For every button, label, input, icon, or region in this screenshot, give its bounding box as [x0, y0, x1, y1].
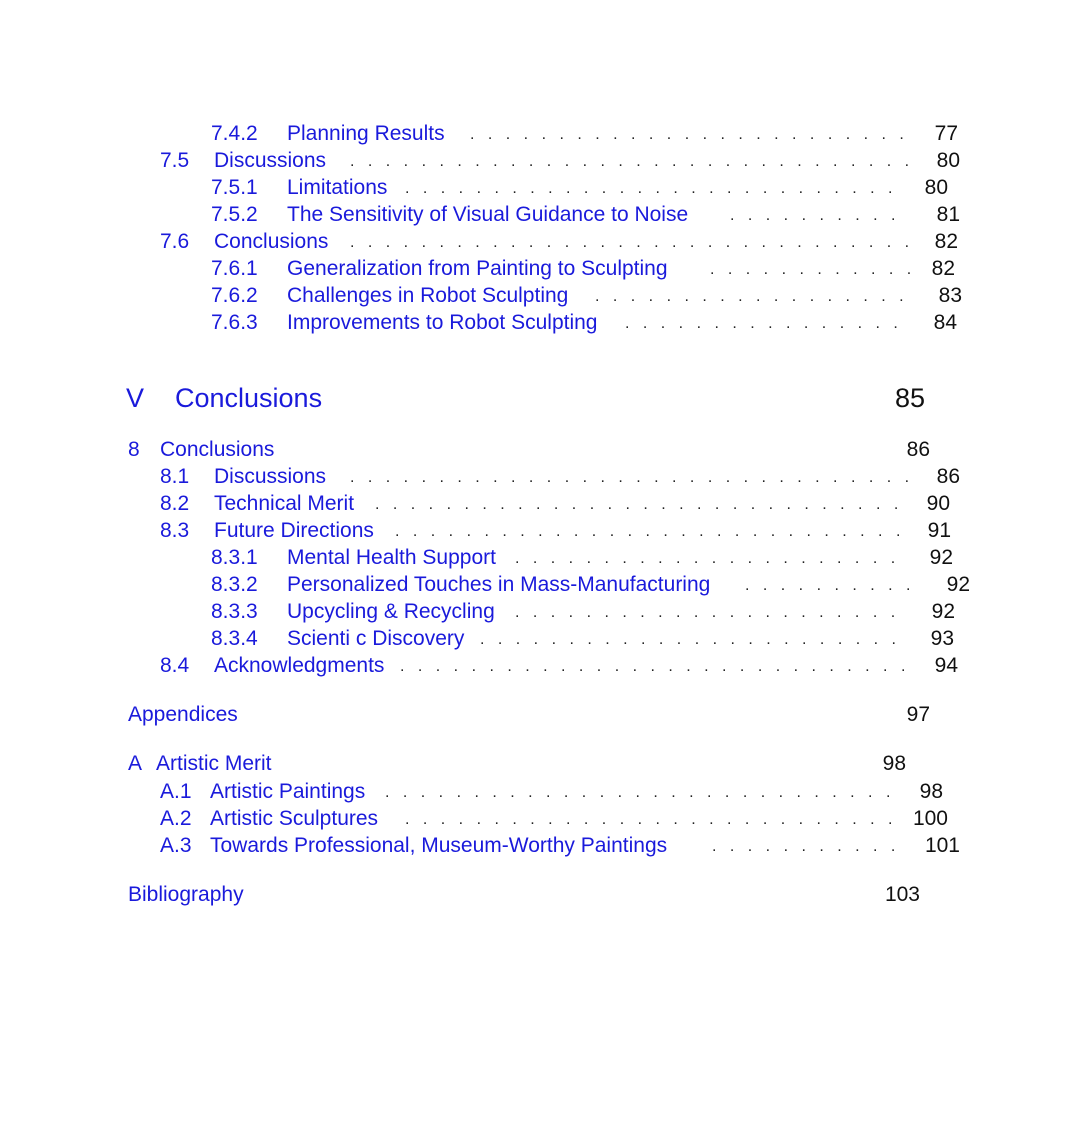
section-title[interactable]: Mental Health Support [287, 544, 502, 571]
dot-leader [745, 571, 920, 598]
page-number: 94 [934, 654, 958, 677]
section-number: A.1 [160, 780, 192, 803]
chapter-number: 8 [128, 438, 140, 461]
dot-leader [515, 598, 905, 625]
toc-bibliography[interactable] [0, 881, 1080, 908]
section-title[interactable]: Discussions [214, 463, 332, 490]
section-number: 7.6.2 [211, 284, 258, 307]
toc-entry-7-5-1[interactable] [0, 174, 1080, 201]
dot-leader [710, 255, 910, 282]
section-number: 8.3.3 [211, 600, 258, 623]
page-number: 92 [931, 600, 955, 623]
page-number: 98 [882, 752, 906, 775]
section-number: 8.1 [160, 465, 190, 488]
toc-entry-8-2[interactable] [0, 490, 1080, 517]
page-number: 80 [936, 149, 960, 172]
section-title[interactable]: Improvements to Robot Sculpting [287, 309, 604, 336]
page-number: 81 [936, 203, 960, 226]
page-number: 93 [930, 627, 954, 650]
dot-leader [480, 625, 905, 652]
page-number: 85 [894, 383, 925, 413]
page-number: 82 [934, 230, 958, 253]
toc-entry-7-4-2[interactable] [0, 120, 1080, 147]
page-number: 91 [927, 519, 951, 542]
toc-entry-a-3[interactable] [0, 832, 1080, 859]
toc-entry-7-5-2[interactable] [0, 201, 1080, 228]
toc-entry-8-3-3[interactable] [0, 598, 1080, 625]
page-number: 84 [933, 311, 957, 334]
section-title[interactable]: Discussions [214, 147, 332, 174]
toc-entry-7-6-2[interactable] [0, 282, 1080, 309]
page-number: 86 [936, 465, 960, 488]
section-number: 7.4.2 [211, 122, 258, 145]
section-title[interactable]: Challenges in Robot Sculpting [287, 282, 574, 309]
section-title[interactable]: Acknowledgments [214, 652, 390, 679]
dot-leader [405, 805, 895, 832]
toc-entry-7-6-3[interactable] [0, 309, 1080, 336]
appendices-title[interactable]: Appendices [128, 701, 244, 728]
section-number: 7.6.3 [211, 311, 258, 334]
toc-appendix-a[interactable] [0, 750, 1080, 777]
page-number: 97 [906, 703, 930, 726]
section-number: 7.6 [160, 230, 190, 253]
section-number: 8.3.1 [211, 546, 258, 569]
page-number: 90 [926, 492, 950, 515]
bibliography-title[interactable]: Bibliography [128, 881, 250, 908]
section-number: 8.3 [160, 519, 190, 542]
toc-entry-8-3-2[interactable] [0, 571, 1080, 598]
toc-entry-7-5[interactable] [0, 147, 1080, 174]
page-number: 86 [906, 438, 930, 461]
part-title[interactable]: Conclusions [175, 380, 328, 416]
section-number: 7.6.1 [211, 257, 258, 280]
section-title[interactable]: Towards Professional, Museum-Worthy Paintings [210, 832, 673, 859]
toc-entry-8-3-1[interactable] [0, 544, 1080, 571]
page-number: 98 [919, 780, 943, 803]
dot-leader [470, 120, 910, 147]
dot-leader [515, 544, 900, 571]
section-number: 8.3.2 [211, 573, 258, 596]
page-number: 77 [934, 122, 958, 145]
dot-leader [712, 832, 907, 859]
toc-entry-a-2[interactable] [0, 805, 1080, 832]
appendix-letter: A [128, 752, 143, 775]
page-number: 80 [924, 176, 948, 199]
page-number: 83 [938, 284, 962, 307]
toc-chapter-8[interactable] [0, 436, 1080, 463]
section-title[interactable]: Upcycling & Recycling [287, 598, 501, 625]
page-number: 92 [929, 546, 953, 569]
section-number: 7.5 [160, 149, 190, 172]
page-number: 82 [931, 257, 955, 280]
section-title[interactable]: Artistic Paintings [210, 778, 371, 805]
dot-leader [350, 147, 910, 174]
toc-entry-8-3[interactable] [0, 517, 1080, 544]
section-title[interactable]: Personalized Touches in Mass-Manufacturing [287, 571, 716, 598]
dot-leader [595, 282, 910, 309]
page-number: 92 [946, 573, 970, 596]
dot-leader [405, 174, 895, 201]
section-title[interactable]: Technical Merit [214, 490, 360, 517]
dot-leader [375, 490, 900, 517]
section-title[interactable]: Artistic Sculptures [210, 805, 384, 832]
section-title[interactable]: Conclusions [214, 228, 334, 255]
section-number: 8.4 [160, 654, 190, 677]
section-title[interactable]: Planning Results [287, 120, 451, 147]
page-number: 100 [912, 807, 948, 830]
toc-entry-8-3-4[interactable] [0, 625, 1080, 652]
toc-entry-8-4[interactable] [0, 652, 1080, 679]
toc-appendices[interactable] [0, 701, 1080, 728]
section-number: 7.5.2 [211, 203, 258, 226]
chapter-title[interactable]: Conclusions [160, 436, 280, 463]
section-title[interactable]: Scienti c Discovery [287, 625, 470, 652]
section-number: 7.5.1 [211, 176, 258, 199]
toc-part-v[interactable] [0, 380, 1080, 416]
section-number: 8.3.4 [211, 627, 258, 650]
dot-leader [625, 309, 910, 336]
page-number: 103 [884, 883, 920, 906]
dot-leader [350, 228, 910, 255]
page-number: 101 [924, 834, 960, 857]
dot-leader [385, 778, 895, 805]
section-title[interactable]: Generalization from Painting to Sculpting [287, 255, 674, 282]
section-number: A.2 [160, 807, 192, 830]
dot-leader [400, 652, 910, 679]
section-number: 8.2 [160, 492, 190, 515]
section-title[interactable]: The Sensitivity of Visual Guidance to Noise [287, 201, 694, 228]
toc-entry-7-6[interactable] [0, 228, 1080, 255]
dot-leader [350, 463, 910, 490]
section-title[interactable]: Future Directions [214, 517, 380, 544]
toc-entry-8-1[interactable] [0, 463, 1080, 490]
toc-entry-a-1[interactable] [0, 778, 1080, 805]
toc-entry-7-6-1[interactable] [0, 255, 1080, 282]
dot-leader [395, 517, 900, 544]
appendix-title[interactable]: Artistic Merit [156, 750, 278, 777]
dot-leader [730, 201, 910, 228]
part-number: V [126, 383, 145, 413]
section-number: A.3 [160, 834, 192, 857]
section-title[interactable]: Limitations [287, 174, 393, 201]
